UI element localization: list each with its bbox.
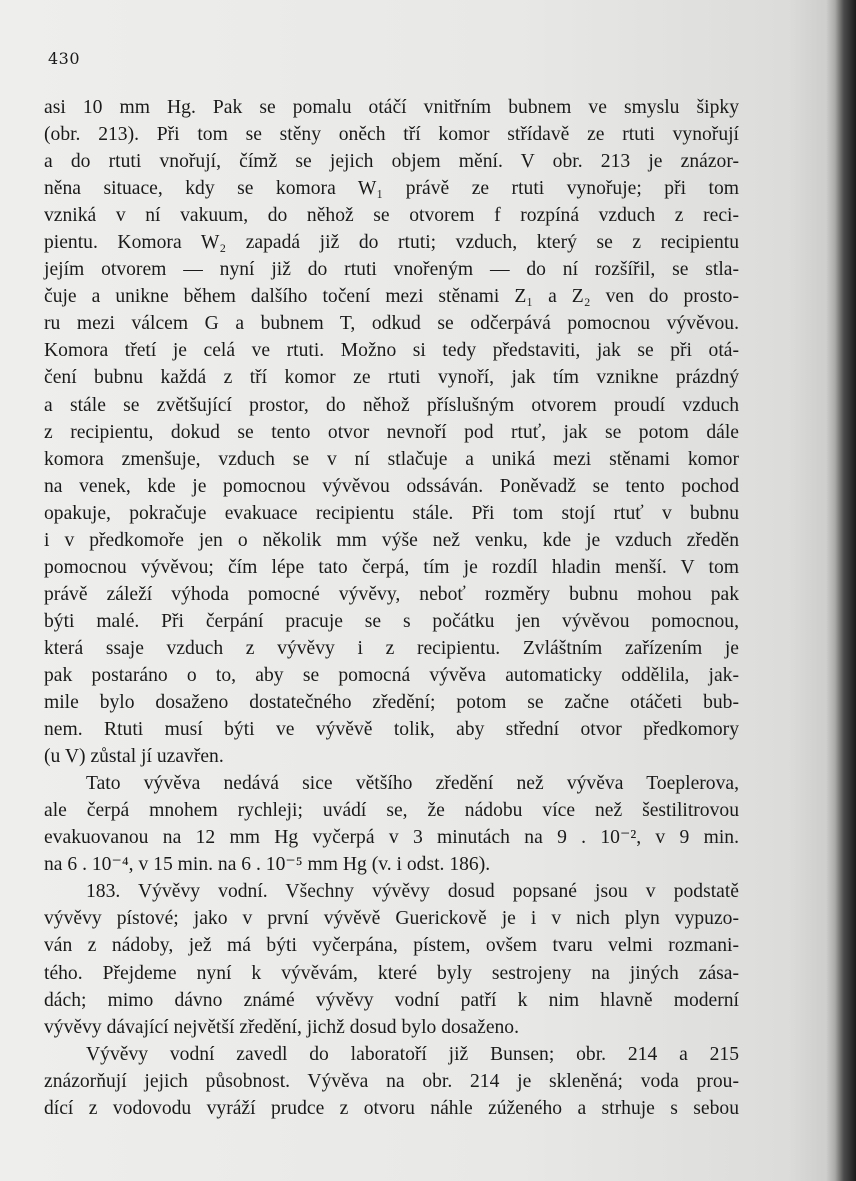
text-line: a stále se zvětšující prostor, do něhož příslušným otvorem proudí vzduch xyxy=(44,394,739,416)
text-line: ru mezi válcem G a bubnem T, odkud se odčerpává pomocnou vývěvou. xyxy=(44,313,739,335)
text-line: ale čerpá mnohem rychleji; uvádí se, že nádobu více než šestilitrovou xyxy=(44,800,739,822)
text-line: čuje a unikne během dalšího točení mezi stěnami Z₁ a Z₂ ven do prosto- xyxy=(44,286,739,308)
text-line: pientu. Komora W₂ zapadá již do rtuti; vzduch, který se z recipientu xyxy=(44,232,739,254)
text-line: komora zmenšuje, vzduch se v ní stlačuje a uniká mezi stěnami komor xyxy=(44,448,739,470)
text-line: čení bubnu každá z tří komor ze rtuti vynoří, jak tím vznikne prázdný xyxy=(44,367,739,389)
text-line: tého. Přejdeme nyní k vývěvám, které byly sestrojeny na jiných zása- xyxy=(44,962,739,984)
text-line: ván z nádoby, jež má býti vyčerpána, pístem, ovšem tvaru velmi rozmani- xyxy=(44,935,739,957)
text-line: jejím otvorem — nyní již do rtuti vnořeným — do ní rozšířil, se stla- xyxy=(44,259,739,281)
text-line: vzniká v ní vakuum, do něhož se otvorem f rozpíná vzduch z reci- xyxy=(44,205,739,227)
text-line: a do rtuti vnořují, čímž se jejich objem mění. V obr. 213 je znázor- xyxy=(44,151,739,173)
text-line: Tato vývěva nedává sice většího zředění než vývěva Toeplerova, xyxy=(86,773,739,795)
text-line: vývěvy dávající největší zředění, jichž dosud bylo dosaženo. xyxy=(44,1016,520,1038)
text-line: Vývěvy vodní zavedl do laboratoří již Bunsen; obr. 214 a 215 xyxy=(86,1043,739,1065)
text-line: asi 10 mm Hg. Pak se pomalu otáčí vnitřním bubnem ve smyslu šipky xyxy=(44,97,739,118)
text-line: pak postaráno o to, aby se pomocná vývěva automaticky oddělila, jak- xyxy=(44,664,739,686)
text-line: dách; mimo dávno známé vývěvy vodní patří k nim hlavně moderní xyxy=(44,989,739,1011)
text-line: mile bylo dosaženo dostatečného zředění; potom se začne otáčeti bub- xyxy=(44,692,739,714)
text-line: pomocnou vývěvou; čím lépe tato čerpá, tím je rozdíl hladin menší. V tom xyxy=(44,556,739,578)
text-line: (obr. 213). Při tom se stěny oněch tří komor střídavě ze rtuti vynořují xyxy=(44,124,739,146)
text-line: býti malé. Při čerpání pracuje se s počátku jen vývěvou pomocnou, xyxy=(44,610,739,632)
text-line: Komora třetí je celá ve rtuti. Možno si tedy představiti, jak se při otá- xyxy=(44,340,739,362)
text-line: vývěvy pístové; jako v první vývěvě Guerickově je i v nich plyn vypuzo- xyxy=(44,908,739,930)
body-text xyxy=(44,94,739,1122)
text-line: (u V) zůstal jí uzavřen. xyxy=(44,746,224,768)
text-line: nem. Rtuti musí býti ve vývěvě tolik, aby střední otvor předkomory xyxy=(44,719,739,741)
text-line: znázorňují jejich působnost. Vývěva na obr. 214 je skleněná; voda prou- xyxy=(44,1070,739,1092)
book-binding-shadow xyxy=(826,0,856,1181)
text-line: právě záleží výhoda pomocné vývěvy, neboť rozměry bubnu mohou pak xyxy=(44,583,739,605)
text-line: na 6 . 10⁻⁴, v 15 min. na 6 . 10⁻⁵ mm Hg (v. i odst. 186). xyxy=(44,854,491,876)
text-line: z recipientu, dokud se tento otvor nevnoří pod rtuť, jak se potom dále xyxy=(44,421,739,443)
text-line: evakuovanou na 12 mm Hg vyčerpá v 3 minutách na 9 . 10⁻², v 9 min. xyxy=(44,827,739,849)
text-line: něna situace, kdy se komora W₁ právě ze rtuti vynořuje; při tom xyxy=(44,178,739,200)
page-number: 430 xyxy=(48,49,81,68)
text-line: na venek, kde je pomocnou vývěvou odssáván. Poněvadž se tento pochod xyxy=(44,475,739,497)
text-line: dící z vodovodu vyráží prudce z otvoru náhle zúženého a strhuje s sebou xyxy=(44,1097,739,1119)
text-line: která ssaje vzduch z vývěvy i z recipientu. Zvláštním zařízením je xyxy=(44,637,739,659)
text-line: i v předkomoře jen o několik mm výše než venku, kde je vzduch zředěn xyxy=(44,529,739,551)
text-line: opakuje, pokračuje evakuace recipientu stále. Při tom stojí rtuť v bubnu xyxy=(44,502,739,524)
text-line: 183. Vývěvy vodní. Všechny vývěvy dosud popsané jsou v podstatě xyxy=(86,881,739,903)
